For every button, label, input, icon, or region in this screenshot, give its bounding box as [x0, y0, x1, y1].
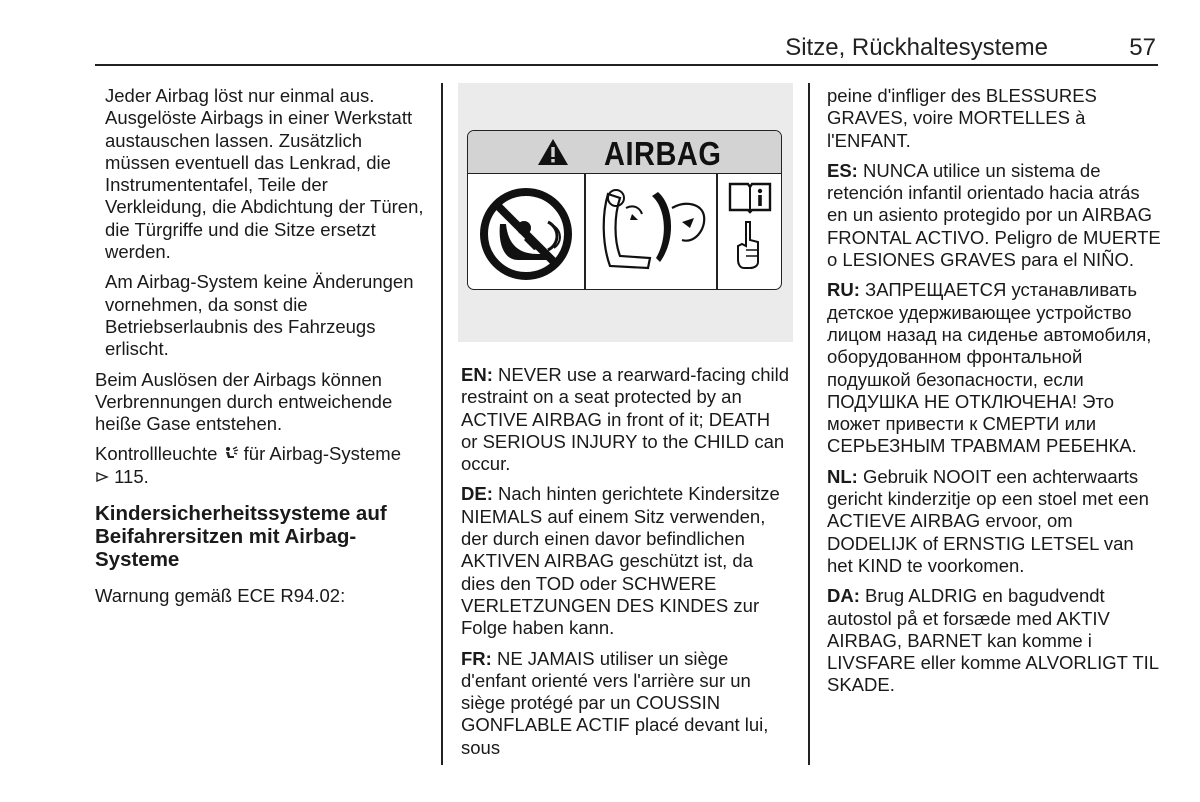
language-label-da: DA: [827, 585, 860, 607]
language-label-nl: NL: [827, 465, 858, 487]
right-column [827, 85, 1161, 705]
paragraph-airbag-replace: Jeder Airbag löst nur einmal aus. Ausgelöste Airbags in einer Werkstatt austauschen lassen. Zusätzlich müssen eventuell das Lenkrad, die Instrumententafel, Teile der Verkleidung, die Abdichtung der Türen, die Türgriffe und die Sitze ersetzt werden. [105, 85, 424, 263]
text-nl: Gebruik NOOIT een achterwaarts gericht kinderzitje op een stoel met een ACTIEVE AIRBAG ervoor, om DODELIJK of ERNSTIG LETSEL van het KIND te voorkomen. [827, 465, 1149, 576]
read-manual-icon [728, 180, 772, 219]
paragraph-de [461, 483, 791, 639]
label-header [468, 131, 781, 174]
page-section-title: Sitze, Rückhaltesysteme [785, 34, 1048, 61]
paragraph-da [827, 585, 1161, 696]
pointing-hand-icon [736, 220, 764, 275]
page-number: 57 [1129, 34, 1156, 61]
airbag-warning-icon [223, 443, 239, 464]
paragraph-ru [827, 279, 1161, 457]
paragraph-nl [827, 466, 1161, 577]
paragraph-burn-warning: Beim Auslösen der Airbags können Verbrennungen durch entweichende heiße Gase entstehen. [95, 368, 393, 435]
label-title: AIRBAG [604, 136, 722, 173]
text-en: NEVER use a rearward-facing child restraint on a seat protected by an ACTIVE AIRBAG in front of it; DEATH or SERIOUS INJURY to the CHILD can occur. [461, 364, 790, 475]
paragraph-control-light [95, 443, 425, 488]
text-fr: NE JAMAIS utiliser un siège d'enfant orienté vers l'arrière sur un siège protégé par un COUSSIN GONFLABLE ACTIF placé devant lui, sous [461, 647, 769, 758]
text-de: Nach hinten gerichtete Kindersitze NIEMALS auf einem Sitz verwenden, der durch einen davor befindlichen AKTIVEN AIRBAG geschützt ist, da dies den TOD oder SCHWERE VERLETZUNGEN DES KINDES zur Folge haben kann. [461, 483, 780, 639]
airbag-warning-label [467, 130, 782, 290]
language-label-en: EN: [461, 364, 493, 385]
section-heading: Kindersicherheitssysteme auf Beifahrersitzen mit Airbag-Systeme [95, 502, 387, 572]
language-label-de: DE: [461, 483, 493, 505]
airbag-deploy-seat-icon [586, 174, 716, 290]
column-divider-right [808, 83, 810, 765]
paragraph-fr-continued: peine d'infliger des BLESSURES GRAVES, voire MORTELLES à l'ENFANT. [827, 85, 1097, 151]
text-da: Brug ALDRIG en bagudvendt autostol på et forsæde med AKTIV AIRBAG, BARNET kan komme i LIVSFARE eller komme ALVORLIGT TIL SKADE. [827, 585, 1159, 696]
no-rear-facing-child-seat-icon [468, 174, 584, 290]
middle-column [461, 364, 791, 767]
column-divider-left [441, 83, 443, 765]
label-body [468, 174, 781, 290]
page-reference[interactable]: 115. [114, 465, 149, 487]
paragraph-es [827, 160, 1161, 271]
paragraph-fr [461, 648, 791, 759]
paragraph-warning-ece: Warnung gemäß ECE R94.02: [95, 585, 346, 607]
text-es: NUNCA utilice un sistema de retención infantil orientado hacia atrás en un asiento protegido por un AIRBAG FRONTAL ACTIVO. Peligro de MUERTE o LESIONES GRAVES para el NIÑO. [827, 159, 1161, 271]
header-divider [95, 64, 1158, 66]
control-light-suffix: für Airbag-Systeme [243, 443, 401, 465]
language-label-ru: RU: [827, 279, 860, 301]
page-reference-icon [95, 466, 109, 487]
paragraph-en [461, 364, 791, 475]
left-column [95, 85, 425, 615]
text-ru: ЗАПРЕЩАЕТСЯ устанавливать детское удерживающее устройство лицом назад на сиденье автомобиля, оборудованном фронтальной подушкой безопасности, если ПОДУШКА НЕ ОТКЛЮЧЕНА! Это может привести к СМЕРТИ или СЕРЬЕЗНЫМ ТРАВМАМ РЕБЕНКА. [827, 279, 1152, 457]
paragraph-no-modifications: Am Airbag-System keine Änderungen vornehmen, da sonst die Betriebserlaubnis des Fahrzeugs erlischt. [105, 271, 414, 360]
language-label-fr: FR: [461, 647, 492, 669]
manual-cell [718, 174, 782, 290]
language-label-es: ES: [827, 159, 858, 181]
warning-triangle-icon [536, 137, 570, 172]
control-light-prefix: Kontrollleuchte [95, 443, 218, 465]
